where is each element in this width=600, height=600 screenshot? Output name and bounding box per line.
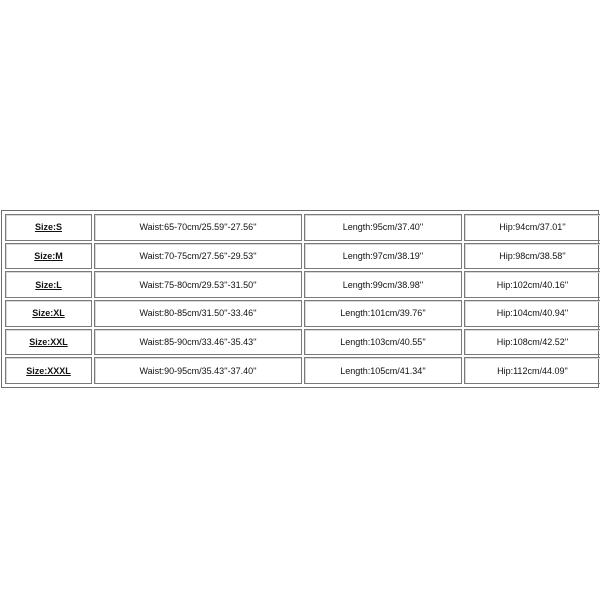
hip-cell: Hip:94cm/37.01'' <box>464 214 600 241</box>
size-cell: Size:M <box>5 243 92 270</box>
waist-cell: Waist:85-90cm/33.46''-35.43'' <box>94 329 302 356</box>
size-cell: Size:XL <box>5 300 92 327</box>
table-row <box>5 357 600 384</box>
size-cell: Size:XXL <box>5 329 92 356</box>
length-cell: Length:97cm/38.19'' <box>304 243 462 270</box>
hip-cell: Hip:108cm/42.52'' <box>464 329 600 356</box>
hip-cell: Hip:104cm/40.94'' <box>464 300 600 327</box>
size-chart-grid <box>3 212 600 386</box>
size-chart-table <box>1 210 599 388</box>
waist-cell: Waist:70-75cm/27.56''-29.53'' <box>94 243 302 270</box>
size-cell: Size:XXXL <box>5 357 92 384</box>
table-row <box>5 329 600 356</box>
waist-cell: Waist:65-70cm/25.59''-27.56'' <box>94 214 302 241</box>
length-cell: Length:99cm/38.98'' <box>304 271 462 298</box>
hip-cell: Hip:102cm/40.16'' <box>464 271 600 298</box>
hip-cell: Hip:112cm/44.09'' <box>464 357 600 384</box>
size-cell: Size:L <box>5 271 92 298</box>
length-cell: Length:103cm/40.55'' <box>304 329 462 356</box>
length-cell: Length:105cm/41.34'' <box>304 357 462 384</box>
size-cell: Size:S <box>5 214 92 241</box>
waist-cell: Waist:90-95cm/35.43''-37.40'' <box>94 357 302 384</box>
table-row <box>5 300 600 327</box>
hip-cell: Hip:98cm/38.58'' <box>464 243 600 270</box>
length-cell: Length:95cm/37.40'' <box>304 214 462 241</box>
table-row <box>5 271 600 298</box>
table-row <box>5 214 600 241</box>
waist-cell: Waist:80-85cm/31.50''-33.46'' <box>94 300 302 327</box>
waist-cell: Waist:75-80cm/29.53''-31.50'' <box>94 271 302 298</box>
table-row <box>5 243 600 270</box>
length-cell: Length:101cm/39.76'' <box>304 300 462 327</box>
